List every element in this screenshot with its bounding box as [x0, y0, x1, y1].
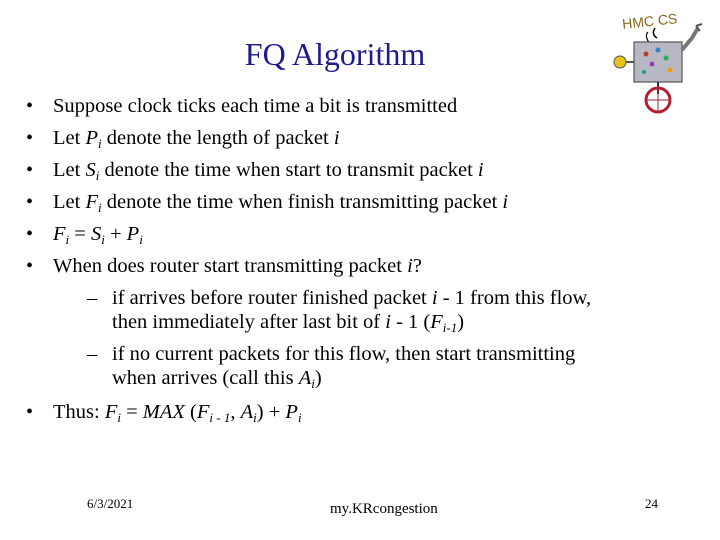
bullet-3: Let $S_i$ denote the time when start to transmit packet i: [53, 159, 484, 183]
bullet-marker: •: [26, 223, 34, 245]
sub-bullet-1-line-1: if arrives before router finished packet i - 1 from this flow,: [112, 287, 592, 309]
bullet-marker: •: [26, 255, 34, 277]
sub-bullet-2-line-2: when arrives (call this $A_i$): [112, 367, 322, 391]
bullet-2: Let $P_i$ denote the length of packet i: [53, 127, 340, 151]
dash-marker: –: [87, 287, 98, 309]
sub-bullet-1-line-2: then immediately after last bit of i - 1 $(F_{i-1})$: [112, 311, 465, 335]
footer-date: 6/3/2021: [87, 496, 134, 511]
logo-text: HMC CS: [621, 10, 679, 32]
bullet-marker: •: [26, 191, 34, 213]
hmc-cs-logo: [600, 4, 712, 116]
bullet-6: When does router start transmitting packet i?: [53, 255, 422, 277]
bullet-marker: •: [26, 127, 34, 149]
bullet-5-formula: $F_i = S_i + P_i$: [53, 223, 143, 247]
footer-center: my.KRcongestion: [330, 501, 438, 517]
slide-title: FQ Algorithm: [244, 36, 426, 72]
bullet-1: Suppose clock ticks each time a bit is transmitted: [53, 95, 458, 117]
page-number: 24: [645, 496, 658, 511]
sub-bullet-2-line-1: if no current packets for this flow, then start transmitting: [112, 343, 576, 365]
bullet-7-thus: Thus: $F_i$ = MAX ($F_{i - 1}$, $A_i) + P_i$: [53, 401, 302, 425]
bullet-marker: •: [26, 95, 34, 117]
bullet-4: Let $F_i$ denote the time when finish transmitting packet i: [53, 191, 509, 215]
dash-marker: –: [87, 343, 98, 365]
bullet-marker: •: [26, 159, 34, 181]
bullet-marker: •: [26, 401, 34, 423]
